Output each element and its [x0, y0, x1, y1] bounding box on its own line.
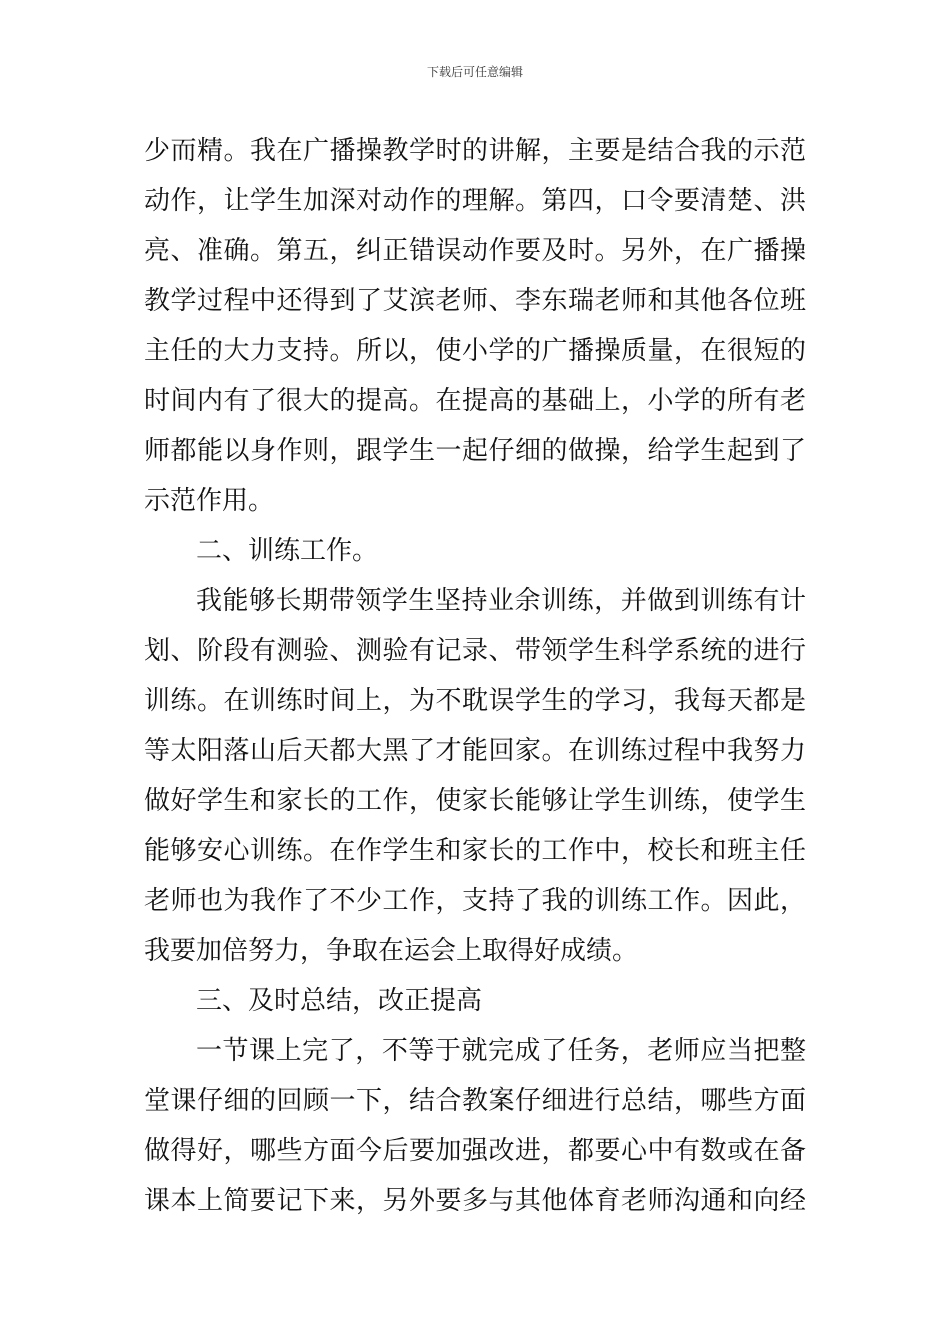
text-line: 我能够长期带领学生坚持业余训练，并做到训练有计	[196, 586, 806, 616]
text-line: 三、及时总结，改正提高	[196, 986, 483, 1016]
text-line: 做得好，哪些方面今后要加强改进，都要心中有数或在备	[144, 1136, 806, 1166]
text-line: 少而精。我在广播操教学时的讲解，主要是结合我的示范	[144, 136, 806, 166]
text-line: 师都能以身作则，跟学生一起仔细的做操，给学生起到了	[144, 436, 806, 466]
text-line: 等太阳落山后天都大黑了才能回家。在训练过程中我努力	[144, 736, 806, 766]
text-line: 亮、准确。第五，纠正错误动作要及时。另外，在广播操	[144, 236, 806, 266]
text-line: 示范作用。	[144, 486, 275, 516]
text-line: 一节课上完了，不等于就完成了任务，老师应当把整	[196, 1036, 806, 1066]
text-line: 动作，让学生加深对动作的理解。第四，口令要清楚、洪	[144, 186, 806, 216]
text-line: 堂课仔细的回顾一下，结合教案仔细进行总结，哪些方面	[144, 1086, 806, 1116]
text-line: 我要加倍努力，争取在运会上取得好成绩。	[144, 936, 639, 966]
text-line: 老师也为我作了不少工作，支持了我的训练工作。因此，	[144, 886, 806, 916]
text-line: 课本上简要记下来，另外要多与其他体育老师沟通和向经	[144, 1186, 806, 1216]
text-line: 时间内有了很大的提高。在提高的基础上，小学的所有老	[144, 386, 806, 416]
text-line: 能够安心训练。在作学生和家长的工作中，校长和班主任	[144, 836, 806, 866]
text-line: 二、训练工作。	[196, 536, 379, 566]
document-body	[144, 126, 806, 1226]
text-line: 训练。在训练时间上，为不耽误学生的学习，我每天都是	[144, 686, 806, 716]
text-line: 主任的大力支持。所以，使小学的广播操质量，在很短的	[144, 336, 806, 366]
text-line: 教学过程中还得到了艾滨老师、李东瑞老师和其他各位班	[144, 286, 806, 316]
page-header: 下载后可任意编辑	[426, 65, 523, 79]
text-line: 做好学生和家长的工作，使家长能够让学生训练，使学生	[144, 786, 806, 816]
text-line: 划、阶段有测验、测验有记录、带领学生科学系统的进行	[144, 636, 806, 666]
